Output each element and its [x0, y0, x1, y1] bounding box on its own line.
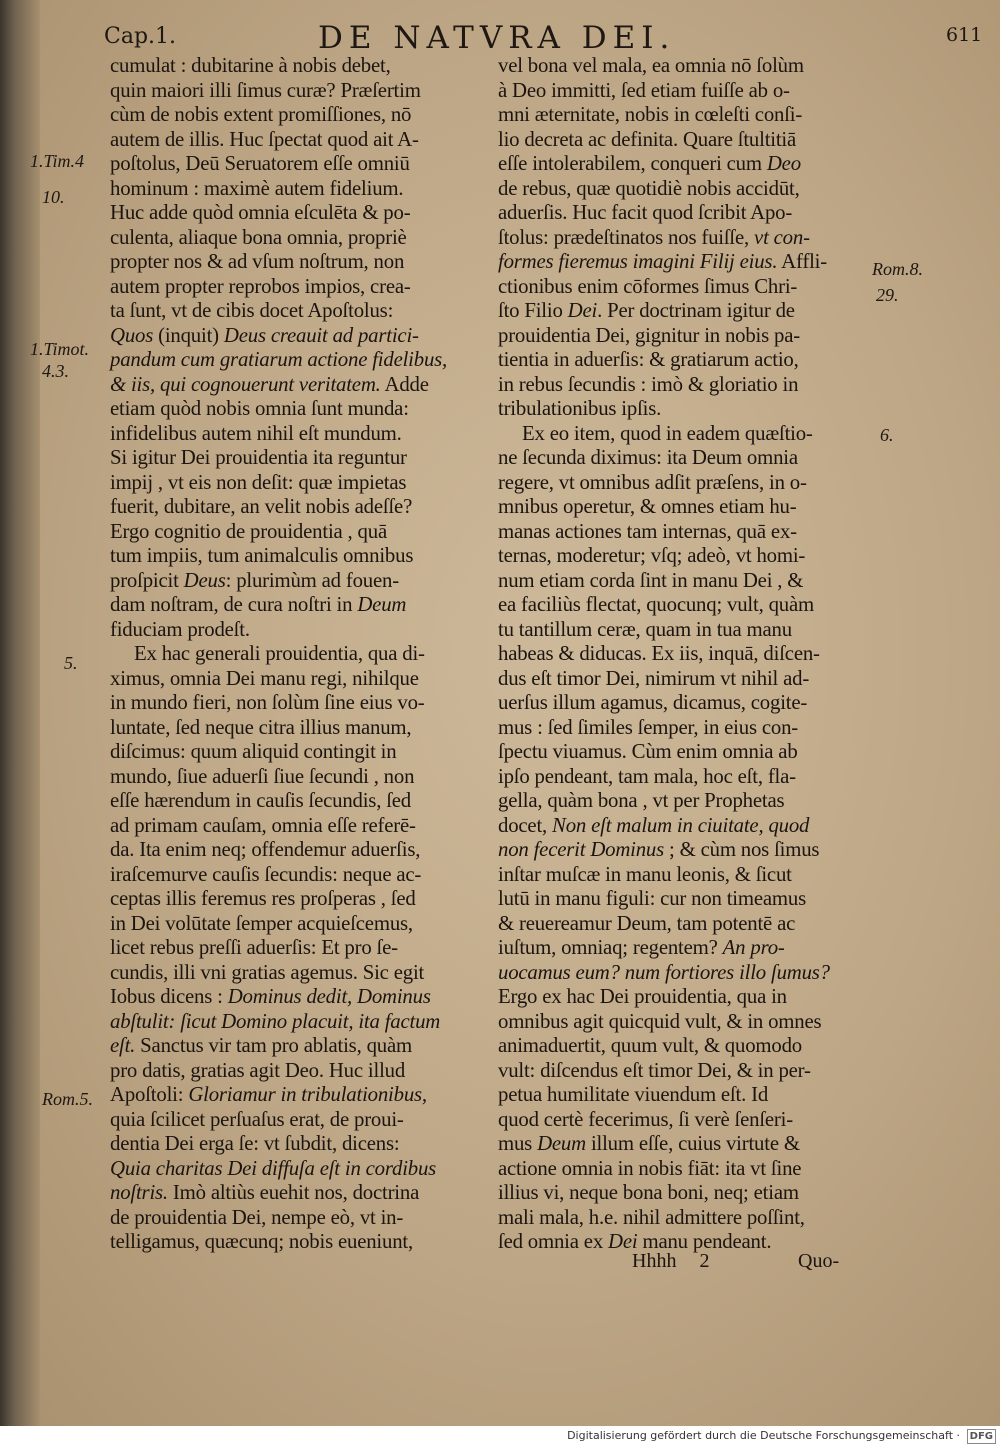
text-segment: mnibus operetur, & omnes etiam hu-: [498, 495, 797, 518]
text-segment: ſto Filio: [498, 299, 568, 322]
italic-text: abſtulit: ſicut Domino placuit, ita factum: [110, 1009, 441, 1033]
italic-text: pandum cum gratiarum actione fidelibus,: [110, 348, 448, 371]
text-line: [110, 691, 482, 716]
margin-note: 6.: [880, 425, 894, 445]
text-segment: lutū in manu figuli: cur non timeamus: [498, 887, 806, 910]
text-segment: tribulationibus ipſis.: [498, 397, 662, 420]
text-segment: ad primam cauſam, omnia eſſe referē-: [110, 813, 416, 837]
italic-text: formes fieremus imagini Filij eius.: [498, 250, 778, 273]
italic-text: Dei: [608, 1230, 638, 1253]
text-line: [498, 814, 860, 839]
text-line: [498, 691, 860, 716]
margin-note: Rom.8.: [872, 259, 923, 279]
italic-text: Quos: [110, 323, 154, 347]
text-segment: tu tantillum ceræ, quam in tua manu: [498, 617, 792, 641]
text-segment: regere, vt omnibus adſit præſens, in o-: [498, 470, 807, 494]
text-segment: quod certè fecerimus, ſi verè ſenſeri-: [498, 1107, 793, 1131]
text-segment: pro datis, gratias agit Deo. Huc illud: [110, 1058, 406, 1082]
text-line: [498, 593, 860, 618]
text-segment: illius vi, neque bona boni, neq; etiam: [498, 1181, 799, 1204]
text-segment: gella, quàm bona , vt per Prophetas: [498, 789, 785, 812]
chapter-label: Cap.1.: [104, 24, 177, 49]
text-line: [110, 446, 482, 471]
italic-text: Deus creauit ad partici-: [223, 323, 419, 347]
text-segment: autem propter reprobos impios, crea-: [110, 274, 411, 298]
text-line: [110, 789, 482, 814]
text-segment: infidelibus autem nihil eſt mundum.: [110, 421, 402, 445]
text-line: [498, 103, 860, 128]
text-line: [110, 642, 482, 667]
text-segment: poſtolus, Deū Seruatorem eſſe omniū: [110, 152, 410, 175]
text-segment: inſtar muſcæ in manu leonis, & ſicut: [498, 862, 792, 886]
text-line: [498, 177, 860, 202]
text-line: [498, 1059, 860, 1084]
text-line: [498, 1108, 860, 1133]
text-segment: Iobus dicens :: [110, 985, 228, 1008]
text-line: [498, 226, 860, 251]
text-line: [110, 397, 482, 422]
text-segment: tum impiis, tum animalculis omnibus: [110, 544, 414, 567]
italic-text: Gloriamur in tribulationibus,: [188, 1083, 427, 1106]
text-segment: de prouidentia Dei, nempe eò, vt in-: [110, 1205, 404, 1229]
text-line: [498, 936, 860, 961]
text-segment: luntate, ſed neque citra illius manum,: [110, 715, 412, 739]
text-segment: autem de illis. Huc ſpectat quod ait A-: [110, 127, 419, 151]
text-segment: ctionibus enim cōformes ſimus Chri-: [498, 274, 798, 298]
digitization-footer: [0, 1426, 1000, 1447]
footer-credit: Digitalisierung gefördert durch die Deutsche Forschungsgemeinschaft ·: [567, 1429, 960, 1442]
text-segment: Ex hac generali prouidentia, qua di-: [134, 642, 425, 665]
italic-text: vt con-: [754, 225, 810, 249]
text-segment: cundis, illi vni gratias agemus. Sic egit: [110, 960, 425, 984]
text-segment: iuſtum, omniaq; regentem?: [498, 936, 723, 959]
italic-text: & iis, qui cognouerunt veritatem.: [110, 372, 381, 396]
text-line: [110, 471, 482, 496]
text-line: [110, 569, 482, 594]
italic-text: Quia charitas Dei diffuſa eſt in cordibus: [110, 1156, 437, 1180]
text-line: [498, 569, 860, 594]
text-line: [110, 201, 482, 226]
folio-number: 611: [946, 24, 983, 46]
text-line: [110, 1059, 482, 1084]
text-segment: ſtolus: prædeſtinatos nos fuiſſe,: [498, 225, 755, 249]
text-segment: quin maiori illi ſimus curæ? Præſertim: [110, 78, 421, 102]
italic-text: noſtris.: [110, 1181, 168, 1204]
text-line: [110, 936, 482, 961]
text-segment: mundo, ſiue aduerſi ſiue ſecundi , non: [110, 764, 415, 788]
text-line: [498, 520, 860, 545]
text-segment: à Deo immitti, ſed etiam fuiſſe ab o-: [498, 78, 790, 102]
text-segment: licet rebus preſſi aduerſis: Et pro ſe-: [110, 936, 398, 959]
text-line: [110, 299, 482, 324]
text-line: [110, 912, 482, 937]
text-line: [110, 103, 482, 128]
text-line: [498, 446, 860, 471]
text-segment: omnibus agit quicquid vult, & in omnes: [498, 1009, 822, 1033]
text-segment: impij , vt eis non deſit: quæ impietas: [110, 470, 407, 494]
text-line: [498, 1157, 860, 1182]
text-segment: Ex eo item, quod in eadem quæſtio-: [522, 421, 813, 445]
text-line: [110, 79, 482, 104]
text-line: [110, 716, 482, 741]
left-text-column: [110, 54, 482, 1255]
text-line: [498, 863, 860, 888]
signature-number: 2: [699, 1250, 710, 1272]
catchword: Quo-: [798, 1250, 840, 1272]
text-segment: mus : ſed ſimiles ſemper, in eius con-: [498, 715, 798, 739]
text-line: [498, 985, 860, 1010]
book-gutter: [0, 0, 40, 1447]
text-segment: Si igitur Dei prouidentia ita reguntur: [110, 446, 407, 469]
text-segment: dam noſtram, de cura noſtri in: [110, 593, 358, 616]
text-line: [498, 838, 860, 863]
text-segment: illum eſſe, cuius virtute &: [585, 1132, 800, 1155]
text-segment: eſſe hærendum in cauſis ſecundis, ſed: [110, 789, 412, 812]
text-line: [498, 789, 860, 814]
text-segment: vel bona vel mala, ea omnia nō ſolùm: [498, 54, 804, 77]
text-segment: iraſcemurve cauſis ſecundis: neque ac-: [110, 862, 422, 886]
text-segment: Sanctus vir tam pro ablatis, quàm: [135, 1034, 412, 1057]
text-segment: cùm de nobis extent promiſſiones, nō: [110, 103, 412, 126]
text-line: [498, 912, 860, 937]
text-segment: ſed omnia ex: [498, 1230, 609, 1253]
text-line: [498, 887, 860, 912]
text-line: [110, 226, 482, 251]
text-line: [110, 814, 482, 839]
text-line: [498, 1010, 860, 1035]
text-segment: actione omnia in nobis fiāt: ita vt ſine: [498, 1156, 802, 1180]
margin-note: 1.Tim.4: [30, 151, 85, 171]
text-segment: Apoſtoli:: [110, 1083, 189, 1106]
margin-note: 1.Timot.: [30, 339, 90, 359]
text-segment: ximus, omnia Dei manu regi, nihilque: [110, 666, 419, 690]
text-line: [110, 667, 482, 692]
text-segment: num etiam corda ſint in manu Dei , &: [498, 568, 804, 592]
text-segment: & reuereamur Deum, tam potentē ac: [498, 911, 796, 935]
text-segment: Huc adde quòd omnia eſculēta & po-: [110, 201, 411, 224]
text-segment: (inquit): [153, 323, 224, 347]
text-line: [110, 250, 482, 275]
text-line: [110, 177, 482, 202]
text-line: [110, 1108, 482, 1133]
text-segment: ta ſunt, vt de cibis docet Apoſtolus:: [110, 299, 394, 322]
text-segment: . Per doctrinam igitur de: [597, 299, 795, 322]
text-segment: fiduciam prodeſt.: [110, 617, 250, 641]
margin-note: Rom.5.: [42, 1089, 93, 1109]
text-line: [498, 250, 860, 275]
italic-text: Non eſt malum in ciuitate, quod: [552, 813, 810, 837]
text-line: [110, 863, 482, 888]
text-line: [498, 740, 860, 765]
text-line: [110, 887, 482, 912]
text-segment: ipſo pendeant, tam mala, hoc eſt, fla-: [498, 764, 796, 788]
text-line: [110, 544, 482, 569]
text-line: [110, 1034, 482, 1059]
text-line: [498, 324, 860, 349]
margin-note: 29.: [876, 285, 899, 305]
text-line: [110, 520, 482, 545]
text-line: [110, 275, 482, 300]
text-segment: animaduertit, quum vult, & quomodo: [498, 1034, 802, 1057]
text-segment: mali mala, h.e. nihil admittere poſſint,: [498, 1205, 805, 1229]
text-segment: diſcimus: quum aliquid contingit in: [110, 740, 397, 763]
text-line: [498, 1206, 860, 1231]
text-line: [498, 618, 860, 643]
text-segment: ceptas illis feremus res proſperas , ſed: [110, 887, 416, 910]
text-line: [498, 373, 860, 398]
text-line: [498, 152, 860, 177]
text-segment: proſpicit: [110, 568, 184, 592]
text-line: [498, 544, 860, 569]
margin-note: 10.: [42, 187, 65, 207]
text-line: [498, 642, 860, 667]
text-segment: mus: [498, 1132, 538, 1155]
text-segment: da. Ita enim neq; offendemur aduerſis,: [110, 838, 421, 861]
dfg-logo: DFG: [967, 1429, 996, 1444]
text-segment: uerſus illum agamus, dicamus, cogite-: [498, 691, 808, 714]
italic-text: Deum: [357, 593, 407, 616]
text-segment: culenta, aliaque bona omnia, propriè: [110, 225, 407, 249]
text-segment: ne ſecunda diximus: ita Deum omnia: [498, 446, 798, 469]
text-line: [498, 1083, 860, 1108]
text-line: [498, 1181, 860, 1206]
text-segment: ſpectu viuamus. Cùm enim omnia ab: [498, 740, 798, 763]
text-line: [498, 397, 860, 422]
text-line: [498, 1034, 860, 1059]
text-line: [498, 201, 860, 226]
text-line: [110, 324, 482, 349]
text-line: [110, 765, 482, 790]
text-line: [110, 373, 482, 398]
text-line: [498, 961, 860, 986]
text-segment: mni æternitate, nobis in cœleſti conſi-: [498, 103, 803, 126]
italic-text: non fecerit Dominus: [498, 838, 665, 861]
text-segment: prouidentia Dei, gignitur in nobis pa-: [498, 323, 800, 347]
text-segment: dus eſt timor Dei, nimirum vt nihil ad-: [498, 666, 810, 690]
text-line: [498, 275, 860, 300]
italic-text: uocamus eum? num fortiores illo ſumus?: [498, 960, 830, 984]
text-segment: in rebus ſecundis : imò & gloriatio in: [498, 372, 799, 396]
text-segment: Ergo ex hac Dei prouidentia, qua in: [498, 985, 787, 1008]
text-line: [498, 495, 860, 520]
text-segment: propter nos & ad vſum noſtrum, non: [110, 250, 405, 273]
text-line: [110, 1206, 482, 1231]
text-line: [110, 348, 482, 373]
italic-text: Dominus dedit, Dominus: [227, 985, 431, 1008]
text-segment: Affli-: [777, 250, 827, 273]
text-segment: etiam quòd nobis omnia ſunt munda:: [110, 397, 409, 420]
text-segment: eſſe intolerabilem, conqueri cum: [498, 152, 767, 175]
text-line: [110, 152, 482, 177]
text-segment: hominum : maximè autem fidelium.: [110, 176, 404, 200]
signature-letters: Hhhh: [632, 1250, 677, 1272]
text-segment: in Dei volūtate ſemper acquieſcemus,: [110, 911, 413, 935]
text-segment: Ergo cognitio de prouidentia , quā: [110, 519, 387, 543]
text-segment: vult: diſcendus eſt timor Dei, & in per-: [498, 1058, 811, 1082]
text-line: [110, 422, 482, 447]
text-segment: manu pendeant.: [637, 1230, 772, 1253]
text-segment: cumulat : dubitarine à nobis debet,: [110, 54, 391, 77]
text-line: [498, 128, 860, 153]
right-text-column: [498, 54, 860, 1255]
text-line: [498, 716, 860, 741]
text-segment: tientia in aduerſis: & gratiarum actio,: [498, 348, 799, 371]
text-segment: Adde: [380, 372, 429, 396]
text-segment: : plurimùm ad fouen-: [225, 568, 399, 592]
text-line: [498, 667, 860, 692]
text-segment: quia ſcilicet perſuaſus erat, de proui-: [110, 1107, 404, 1131]
text-segment: fuerit, dubitare, an velit nobis adeſſe?: [110, 495, 413, 518]
text-line: [110, 128, 482, 153]
text-line: [110, 838, 482, 863]
italic-text: Deus: [183, 568, 226, 592]
text-line: [110, 1230, 482, 1255]
text-line: [110, 1157, 482, 1182]
text-segment: telligamus, quæcunq; nobis eueniunt,: [110, 1230, 413, 1253]
text-segment: ; & cùm nos ſimus: [664, 838, 820, 861]
italic-text: An pro-: [722, 936, 785, 959]
signature-mark: [632, 1250, 727, 1273]
text-segment: dentia Dei erga ſe: vt ſubdit, dicens:: [110, 1132, 400, 1155]
text-line: [498, 471, 860, 496]
text-segment: in mundo fieri, non ſolùm ſine eius vo-: [110, 691, 425, 714]
text-segment: de rebus, quæ quotidiè nobis accidūt,: [498, 176, 800, 200]
text-line: [110, 1181, 482, 1206]
text-line: [110, 740, 482, 765]
text-line: [498, 422, 860, 447]
text-line: [110, 593, 482, 618]
text-line: [110, 54, 482, 79]
italic-text: Deum: [537, 1132, 586, 1155]
text-segment: ea faciliùs flectat, quocunq; vult, quàm: [498, 593, 814, 616]
text-line: [110, 1132, 482, 1157]
italic-text: eſt.: [110, 1034, 136, 1057]
text-line: [498, 765, 860, 790]
text-segment: lio decreta ac definita. Quare ſtultitiā: [498, 127, 797, 151]
text-segment: docet,: [498, 813, 553, 837]
text-line: [110, 495, 482, 520]
text-segment: petua humilitate viuendum eſt. Id: [498, 1083, 769, 1106]
text-line: [110, 618, 482, 643]
text-line: [110, 961, 482, 986]
text-line: [498, 79, 860, 104]
text-line: [498, 54, 860, 79]
text-segment: habeas & diducas. Ex iis, inquā, diſcen-: [498, 642, 820, 665]
text-segment: ternas, moderetur; vſq; adeò, vt homi-: [498, 544, 806, 567]
text-line: [498, 299, 860, 324]
text-line: [498, 348, 860, 373]
text-segment: Imò altiùs euehit nos, doctrina: [167, 1181, 420, 1204]
text-line: [110, 1010, 482, 1035]
margin-note: 4.3.: [42, 361, 69, 381]
text-line: [110, 1083, 482, 1108]
text-line: [498, 1132, 860, 1157]
running-title: DE NATVRA DEI.: [318, 20, 676, 56]
italic-text: Dei: [567, 299, 598, 322]
text-line: [110, 985, 482, 1010]
text-segment: aduerſis. Huc facit quod ſcribit Apo-: [498, 201, 793, 224]
text-segment: manas actiones tam internas, quā ex-: [498, 519, 797, 543]
margin-note: 5.: [64, 653, 78, 673]
italic-text: Deo: [766, 152, 801, 175]
